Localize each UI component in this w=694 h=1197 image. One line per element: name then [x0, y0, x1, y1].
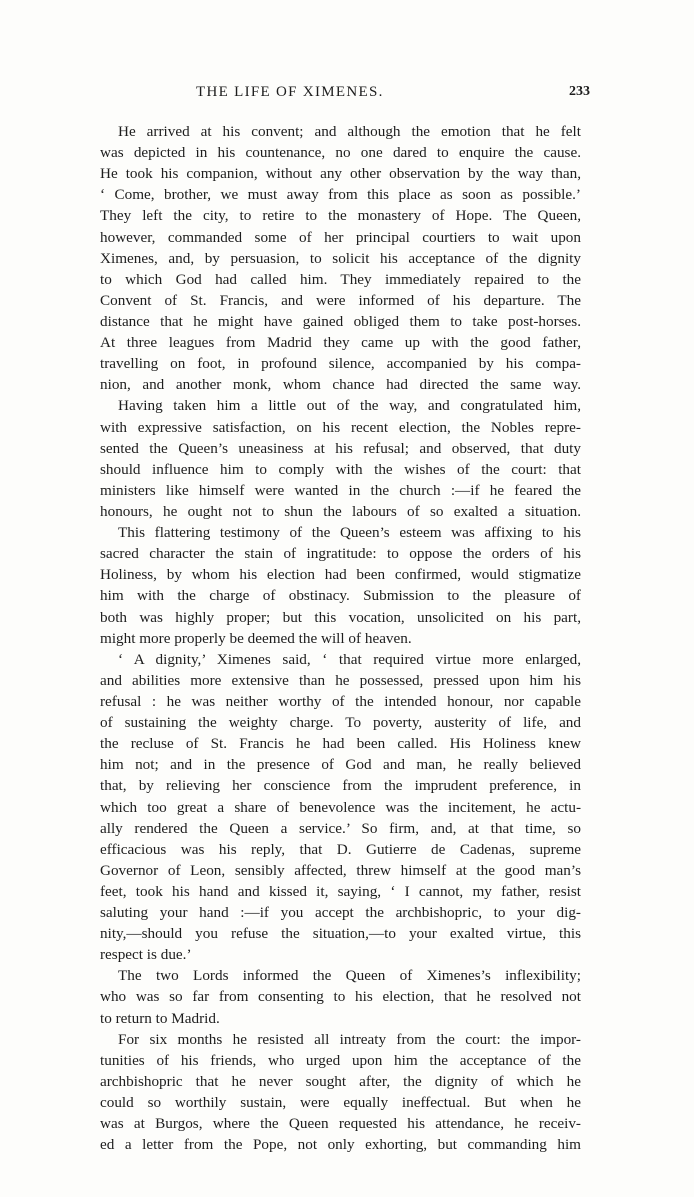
text-line: refusal : he was neither worthy of the intended honour, nor capable — [100, 692, 581, 710]
text-line: tunities of his friends, who urged upon him the acceptance of the — [100, 1051, 581, 1069]
text-line: sented the Queen’s uneasiness at his refusal; and observed, that duty — [100, 439, 581, 457]
text-line: Having taken him a little out of the way, and congratulated him, — [118, 397, 581, 415]
text-line: He arrived at his convent; and although the emotion that he felt — [118, 123, 581, 140]
text-line: feet, took his hand and kissed it, saying, ‘ I cannot, my father, resist — [100, 882, 581, 900]
text-line: was at Burgos, where the Queen requested his attendance, he receiv- — [100, 1115, 581, 1133]
text-line: could so worthily sustain, were equally ineffectual. But when he — [100, 1094, 581, 1112]
text-line: both was highly proper; but this vocation, unsolicited on his part, — [100, 608, 581, 626]
text-line: Convent of St. Francis, and were informed of his departure. The — [100, 291, 581, 309]
text-line: should influence him to comply with the wishes of the court: that — [100, 460, 581, 478]
running-head — [100, 84, 590, 106]
text-line: He took his companion, without any other observation by the way than, — [100, 165, 581, 183]
text-line: distance that he might have gained obliged them to take post-horses. — [100, 312, 581, 330]
text-line: efficacious was his reply, that D. Gutierre de Cadenas, supreme — [100, 840, 581, 858]
text-line: him not; and in the presence of God and man, he really believed — [100, 756, 581, 774]
text-line: to return to Madrid. — [100, 1009, 220, 1027]
text-line: ministers like himself were wanted in the church :—if he feared the — [100, 481, 581, 499]
text-line: travelling on foot, in profound silence, accompanied by his compa- — [100, 355, 581, 373]
text-line: was depicted in his countenance, no one dared to enquire the cause. — [100, 144, 581, 162]
text-line: For six months he resisted all intreaty from the court: the impor- — [118, 1030, 581, 1048]
running-title: THE LIFE OF XIMENES. — [196, 84, 384, 100]
text-line: that, by relieving her conscience from the imprudent preference, in — [100, 777, 581, 795]
text-line: archbishopric that he never sought after, the dignity of which he — [100, 1072, 581, 1090]
text-line: Ximenes, and, by persuasion, to solicit his acceptance of the dignity — [100, 249, 581, 267]
text-line: which too great a share of benevolence was the incitement, he actu- — [100, 798, 581, 816]
text-line: and abilities more extensive than he possessed, pressed upon him his — [100, 671, 581, 689]
text-line: of sustaining the weighty charge. To poverty, austerity of life, and — [100, 714, 581, 732]
text-line: nion, and another monk, whom chance had directed the same way. — [100, 376, 581, 394]
text-line: sacred character the stain of ingratitude: to oppose the orders of his — [100, 545, 581, 563]
text-line: saluting your hand :—if you accept the archbishopric, to your dig- — [100, 904, 581, 922]
text-line: ally rendered the Queen a service.’ So firm, and, at that time, so — [100, 819, 581, 837]
text-line: ‘ Come, brother, we must away from this place as soon as possible.’ — [100, 186, 581, 204]
text-line: to which God had called him. They immediately repaired to the — [100, 270, 581, 288]
text-line: ‘ A dignity,’ Ximenes said, ‘ that required virtue more enlarged, — [118, 650, 581, 668]
text-line: Governor of Leon, sensibly affected, threw himself at the good man’s — [100, 861, 581, 879]
text-line: with expressive satisfaction, on his recent election, the Nobles repre- — [100, 418, 581, 436]
text-line: him with the charge of obstinacy. Submission to the pleasure of — [100, 587, 581, 605]
text-line: nity,—should you refuse the situation,—to your exalted virtue, this — [100, 925, 581, 943]
text-line: Holiness, by whom his election had been confirmed, would stigmatize — [100, 566, 581, 584]
text-line: The two Lords informed the Queen of Ximenes’s inflexibility; — [118, 967, 581, 985]
text-line: might more properly be deemed the will of heaven. — [100, 629, 412, 647]
page-number: 233 — [569, 84, 590, 99]
text-line: the recluse of St. Francis he had been called. His Holiness knew — [100, 735, 581, 753]
text-line: This flattering testimony of the Queen’s esteem was affixing to his — [118, 524, 581, 542]
text-line: ed a letter from the Pope, not only exhorting, but commanding him — [100, 1136, 581, 1154]
text-line: who was so far from consenting to his election, that he resolved not — [100, 988, 581, 1006]
text-line: They left the city, to retire to the monastery of Hope. The Queen, — [100, 207, 581, 225]
text-line: respect is due.’ — [100, 946, 192, 964]
text-line: At three leagues from Madrid they came up with the good father, — [100, 334, 581, 352]
body-text — [100, 121, 581, 1155]
text-line: honours, he ought not to shun the labours of so exalted a situation. — [100, 502, 581, 520]
text-line: however, commanded some of her principal courtiers to wait upon — [100, 228, 581, 246]
